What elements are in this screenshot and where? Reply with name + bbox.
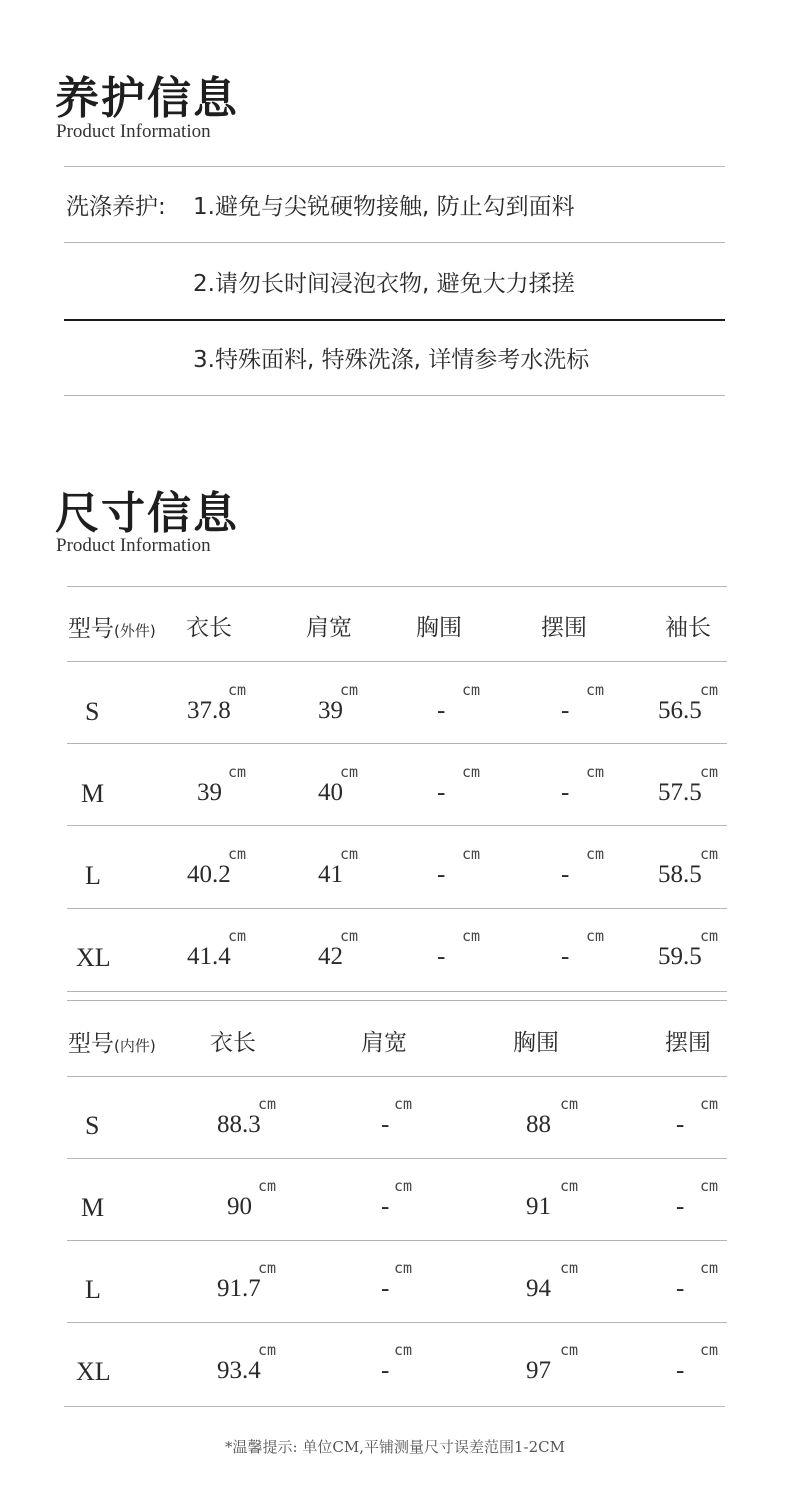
value-cell: -: [676, 1193, 685, 1220]
divider: [64, 242, 725, 243]
value-cell: -: [381, 1357, 390, 1384]
value-cell: 40.2: [187, 861, 231, 888]
outer-type-label: 型号: [68, 616, 114, 642]
value-cell: 94: [526, 1275, 551, 1302]
unit-label: cm: [340, 845, 359, 863]
value-cell: 41.4: [187, 943, 231, 970]
inner-col-header: 胸围: [513, 1030, 559, 1056]
value-cell: -: [381, 1275, 390, 1302]
unit-label: cm: [258, 1341, 277, 1359]
unit-label: cm: [700, 1095, 719, 1113]
unit-label: cm: [560, 1259, 579, 1277]
unit-label: cm: [560, 1177, 579, 1195]
divider: [67, 1240, 727, 1241]
divider: [64, 395, 725, 396]
unit-label: cm: [228, 927, 247, 945]
unit-label: cm: [462, 927, 481, 945]
care-item-1: 1.避免与尖锐硬物接触, 防止勾到面料: [193, 194, 575, 220]
divider: [67, 661, 727, 662]
size-label: M: [81, 1193, 105, 1222]
value-cell: 57.5: [658, 779, 702, 806]
value-cell: 39: [318, 697, 343, 724]
value-cell: 88.3: [217, 1111, 261, 1138]
value-cell: -: [561, 861, 570, 888]
care-item-3: 3.特殊面料, 特殊洗涤, 详情参考水洗标: [193, 347, 590, 373]
unit-label: cm: [340, 681, 359, 699]
value-cell: 42: [318, 943, 343, 970]
care-title: 养护信息: [55, 73, 239, 124]
unit-label: cm: [394, 1177, 413, 1195]
value-cell: 97: [526, 1357, 551, 1384]
unit-label: cm: [700, 1259, 719, 1277]
inner-col-header: 肩宽: [361, 1030, 407, 1056]
unit-label: cm: [340, 763, 359, 781]
size-label: XL: [76, 943, 111, 972]
value-cell: 90: [227, 1193, 252, 1220]
value-cell: 40: [318, 779, 343, 806]
care-label: 洗涤养护:: [66, 194, 166, 220]
outer-col-header: 衣长: [186, 615, 232, 641]
value-cell: 56.5: [658, 697, 702, 724]
value-cell: -: [437, 697, 446, 724]
unit-label: cm: [700, 1177, 719, 1195]
value-cell: -: [561, 943, 570, 970]
outer-col-header: 肩宽: [306, 615, 352, 641]
unit-label: cm: [700, 763, 719, 781]
unit-label: cm: [700, 681, 719, 699]
value-cell: 39: [197, 779, 222, 806]
measurement-note: *温馨提示: 单位CM,平铺测量尺寸误差范围1-2CM: [225, 1438, 565, 1456]
value-cell: 59.5: [658, 943, 702, 970]
unit-label: cm: [586, 845, 605, 863]
value-cell: 58.5: [658, 861, 702, 888]
unit-label: cm: [700, 1341, 719, 1359]
inner-col-header: 衣长: [210, 1030, 256, 1056]
divider: [67, 825, 727, 826]
size-title: 尺寸信息: [55, 488, 239, 539]
size-subtitle: Product Information: [56, 535, 211, 556]
size-label: L: [85, 1275, 101, 1304]
unit-label: cm: [462, 763, 481, 781]
unit-label: cm: [394, 1259, 413, 1277]
outer-type-note: (外件): [114, 622, 156, 640]
value-cell: -: [676, 1111, 685, 1138]
divider: [67, 1000, 727, 1001]
divider: [67, 1158, 727, 1159]
unit-label: cm: [586, 927, 605, 945]
size-label: L: [85, 861, 101, 890]
size-label: XL: [76, 1357, 111, 1386]
outer-type-header: [68, 610, 156, 643]
unit-label: cm: [700, 927, 719, 945]
inner-col-header: 摆围: [665, 1030, 711, 1056]
unit-label: cm: [258, 1095, 277, 1113]
size-label: S: [85, 1111, 100, 1140]
value-cell: 93.4: [217, 1357, 261, 1384]
unit-label: cm: [228, 763, 247, 781]
unit-label: cm: [258, 1177, 277, 1195]
unit-label: cm: [394, 1341, 413, 1359]
unit-label: cm: [586, 763, 605, 781]
care-item-2: 2.请勿长时间浸泡衣物, 避免大力揉搓: [193, 271, 575, 297]
value-cell: 88: [526, 1111, 551, 1138]
unit-label: cm: [258, 1259, 277, 1277]
inner-type-label: 型号: [68, 1031, 114, 1057]
divider: [64, 319, 725, 321]
value-cell: -: [381, 1111, 390, 1138]
unit-label: cm: [462, 845, 481, 863]
unit-label: cm: [586, 681, 605, 699]
divider: [64, 166, 725, 167]
unit-label: cm: [560, 1095, 579, 1113]
table-top-rule: [67, 586, 727, 587]
value-cell: -: [381, 1193, 390, 1220]
value-cell: -: [676, 1357, 685, 1384]
care-subtitle: Product Information: [56, 121, 211, 142]
unit-label: cm: [560, 1341, 579, 1359]
value-cell: 37.8: [187, 697, 231, 724]
unit-label: cm: [700, 845, 719, 863]
value-cell: 41: [318, 861, 343, 888]
unit-label: cm: [228, 681, 247, 699]
size-label: M: [81, 779, 105, 808]
outer-col-header: 摆围: [541, 615, 587, 641]
divider: [64, 1406, 725, 1407]
value-cell: -: [437, 779, 446, 806]
divider: [67, 991, 727, 992]
outer-col-header: 胸围: [416, 615, 462, 641]
value-cell: -: [561, 779, 570, 806]
unit-label: cm: [228, 845, 247, 863]
size-label: S: [85, 697, 100, 726]
divider: [67, 1322, 727, 1323]
value-cell: -: [437, 943, 446, 970]
value-cell: -: [437, 861, 446, 888]
divider: [67, 1076, 727, 1077]
value-cell: -: [561, 697, 570, 724]
unit-label: cm: [462, 681, 481, 699]
value-cell: 91.7: [217, 1275, 261, 1302]
unit-label: cm: [394, 1095, 413, 1113]
value-cell: 91: [526, 1193, 551, 1220]
outer-col-header: 袖长: [665, 615, 711, 641]
divider: [67, 908, 727, 909]
inner-type-header: [68, 1025, 156, 1058]
inner-type-note: (内件): [114, 1037, 156, 1055]
divider: [67, 743, 727, 744]
unit-label: cm: [340, 927, 359, 945]
value-cell: -: [676, 1275, 685, 1302]
